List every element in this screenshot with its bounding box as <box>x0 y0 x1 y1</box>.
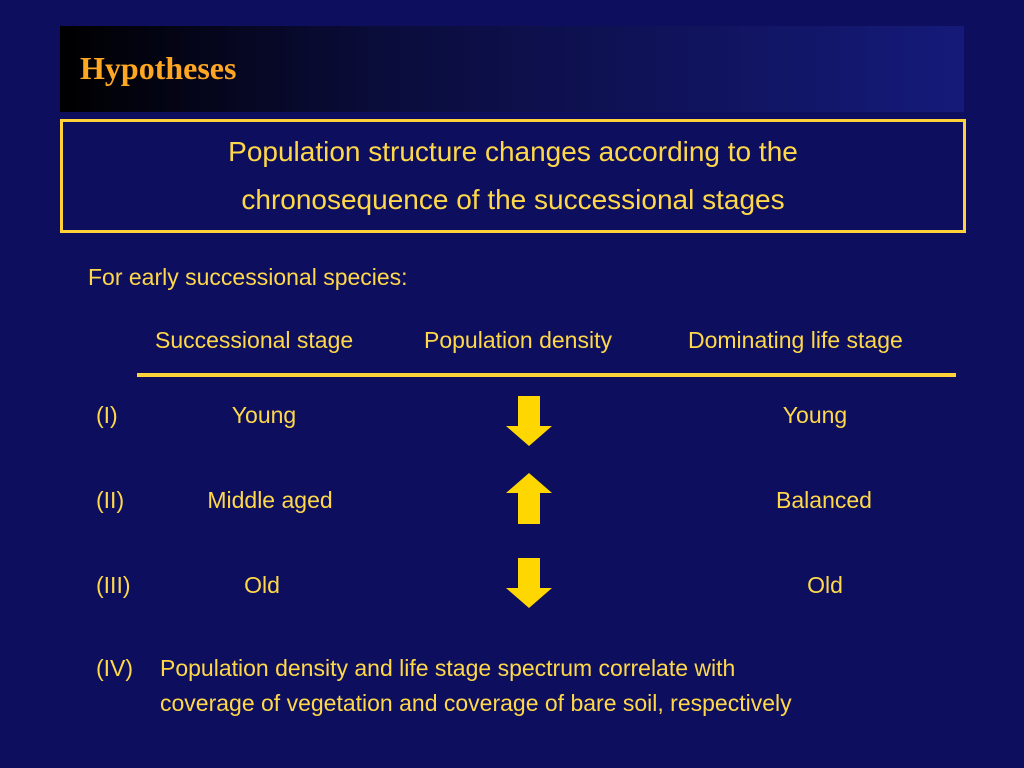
note-text <box>160 651 960 721</box>
arrow-down-icon <box>504 396 554 448</box>
slide-title: Hypotheses <box>80 50 237 86</box>
hypothesis-line-2: chronosequence of the successional stages <box>241 184 785 215</box>
row-number: (I) <box>96 402 118 428</box>
header-rule <box>137 373 956 377</box>
note-line-1: Population density and life stage spectrum correlate with <box>160 655 736 681</box>
arrow-up-icon <box>504 472 554 524</box>
column-header-life-stage: Dominating life stage <box>688 327 903 353</box>
note-number: (IV) <box>96 655 134 681</box>
row-number: (II) <box>96 487 125 513</box>
note-line-2: coverage of vegetation and coverage of bare soil, respectively <box>160 690 792 716</box>
row-life-stage: Young <box>782 402 848 428</box>
row-stage: Young <box>231 402 297 428</box>
row-life-stage: Balanced <box>776 487 872 513</box>
row-stage: Middle aged <box>207 487 333 513</box>
row-stage: Old <box>244 572 280 598</box>
hypothesis-box <box>60 119 966 233</box>
row-number: (III) <box>96 572 131 598</box>
column-header-stage: Successional stage <box>155 327 354 353</box>
hypothesis-line-1: Population structure changes according to the <box>228 136 798 167</box>
row-life-stage: Old <box>807 572 843 598</box>
lead-text: For early successional species: <box>88 264 408 290</box>
arrow-down-icon <box>504 558 554 610</box>
title-bar <box>60 26 964 112</box>
column-header-density: Population density <box>424 327 612 353</box>
